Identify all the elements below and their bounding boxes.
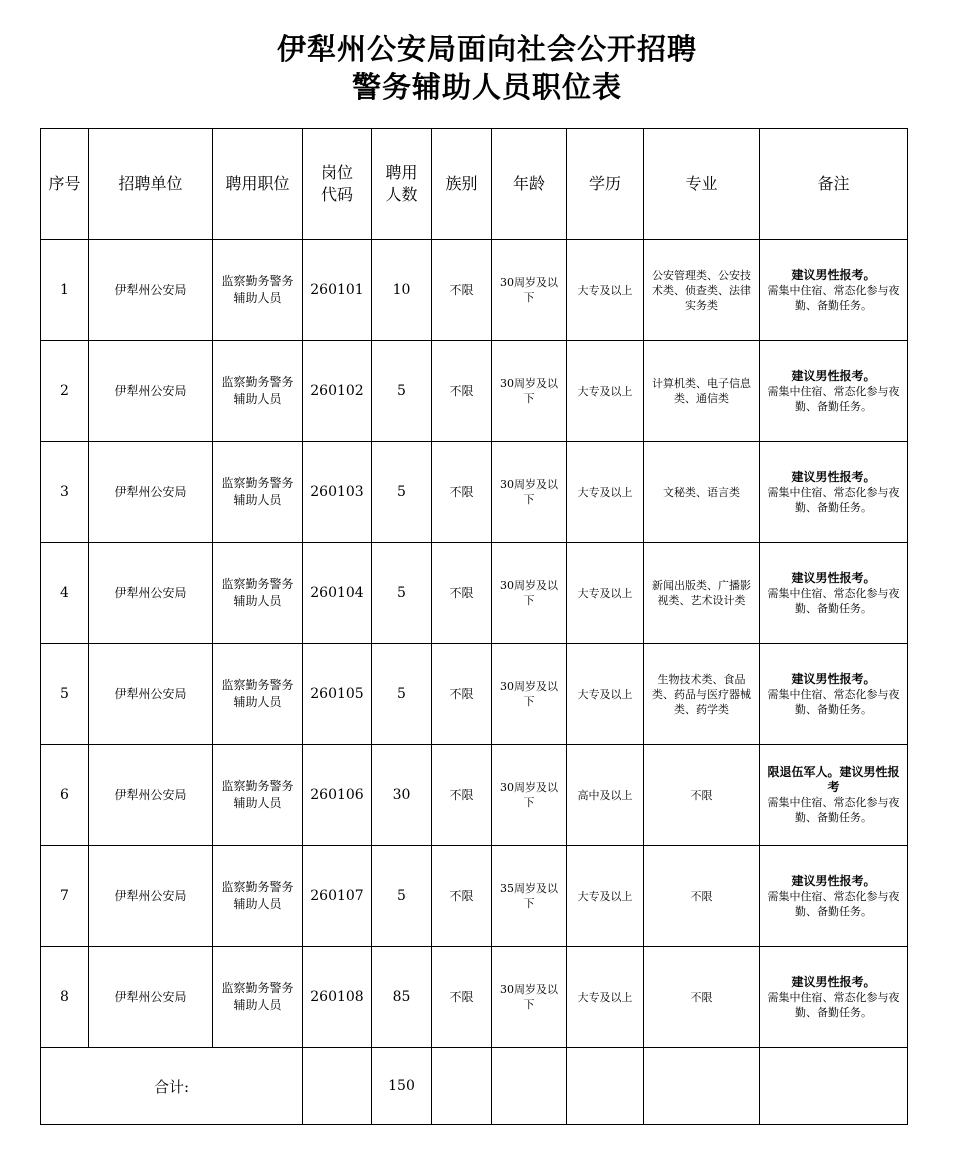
document-title [0,30,974,106]
header-education: 学历 [567,129,644,240]
cell-unit: 伊犁州公安局 [89,846,213,947]
cell-major: 不限 [644,947,760,1048]
cell-age: 30周岁及以下 [492,947,567,1048]
cell-major: 生物技术类、食品类、药品与医疗器械类、药学类 [644,644,760,745]
table-row [41,644,908,745]
cell-ethnicity: 不限 [432,745,492,846]
table-row [41,240,908,341]
cell-age: 30周岁及以下 [492,341,567,442]
cell-age: 30周岁及以下 [492,644,567,745]
cell-count: 10 [372,240,432,341]
cell-code: 260107 [303,846,372,947]
cell-notes [760,240,908,341]
cell-count: 30 [372,745,432,846]
header-seq: 序号 [41,129,89,240]
cell-unit: 伊犁州公安局 [89,543,213,644]
cell-unit: 伊犁州公安局 [89,240,213,341]
notes-emphasis: 建议男性报考。 [791,671,876,686]
cell-education: 大专及以上 [567,240,644,341]
header-count [372,129,432,240]
cell-seq: 4 [41,543,89,644]
table-row [41,341,908,442]
cell-unit: 伊犁州公安局 [89,341,213,442]
title-line-2: 警务辅助人员职位表 [351,70,622,104]
total-empty-age [492,1048,567,1125]
notes-detail: 需集中住宿、常态化参与夜勤、备勤任务。 [767,796,900,824]
cell-age: 35周岁及以下 [492,846,567,947]
cell-ethnicity: 不限 [432,240,492,341]
header-age: 年龄 [492,129,567,240]
notes-detail: 需集中住宿、常态化参与夜勤、备勤任务。 [767,990,900,1019]
header-notes: 备注 [760,129,908,240]
cell-count: 5 [372,543,432,644]
cell-education: 大专及以上 [567,947,644,1048]
cell-ethnicity: 不限 [432,543,492,644]
total-empty-notes [760,1048,908,1125]
total-empty-education [567,1048,644,1125]
notes-emphasis: 建议男性报考。 [791,267,876,282]
cell-count: 5 [372,341,432,442]
cell-notes [760,947,908,1048]
cell-education: 大专及以上 [567,442,644,543]
cell-code: 260108 [303,947,372,1048]
cell-ethnicity: 不限 [432,947,492,1048]
cell-code: 260106 [303,745,372,846]
header-major: 专业 [644,129,760,240]
cell-unit: 伊犁州公安局 [89,947,213,1048]
cell-seq: 7 [41,846,89,947]
cell-unit: 伊犁州公安局 [89,442,213,543]
cell-code: 260102 [303,341,372,442]
cell-notes [760,341,908,442]
header-unit: 招聘单位 [89,129,213,240]
cell-seq: 2 [41,341,89,442]
table-body [41,240,908,1048]
cell-major: 计算机类、电子信息类、通信类 [644,341,760,442]
notes-emphasis: 建议男性报考。 [791,368,876,383]
cell-unit: 伊犁州公安局 [89,644,213,745]
notes-emphasis: 建议男性报考。 [791,469,876,484]
header-count-line2: 人数 [385,185,418,204]
cell-notes [760,644,908,745]
cell-age: 30周岁及以下 [492,240,567,341]
notes-emphasis: 建议男性报考。 [791,570,876,585]
header-code [303,129,372,240]
cell-position: 监察勤务警务辅助人员 [213,341,303,442]
cell-major: 文秘类、语言类 [644,442,760,543]
cell-major: 不限 [644,846,760,947]
cell-seq: 6 [41,745,89,846]
cell-seq: 1 [41,240,89,341]
cell-education: 高中及以上 [567,745,644,846]
cell-seq: 8 [41,947,89,1048]
cell-count: 5 [372,644,432,745]
total-empty-code [303,1048,372,1125]
cell-seq: 3 [41,442,89,543]
header-count-line1: 聘用 [385,163,418,182]
cell-education: 大专及以上 [567,341,644,442]
cell-count: 85 [372,947,432,1048]
notes-detail: 需集中住宿、常态化参与夜勤、备勤任务。 [767,485,900,514]
cell-unit: 伊犁州公安局 [89,745,213,846]
cell-major: 公安管理类、公安技术类、侦查类、法律实务类 [644,240,760,341]
notes-emphasis: 建议男性报考。 [791,873,876,888]
cell-age: 30周岁及以下 [492,745,567,846]
cell-code: 260101 [303,240,372,341]
header-code-line1: 岗位 [320,163,353,182]
cell-code: 260105 [303,644,372,745]
table-row [41,846,908,947]
cell-notes [760,543,908,644]
cell-code: 260103 [303,442,372,543]
cell-education: 大专及以上 [567,644,644,745]
cell-age: 30周岁及以下 [492,442,567,543]
cell-position: 监察勤务警务辅助人员 [213,644,303,745]
cell-ethnicity: 不限 [432,846,492,947]
total-count: 150 [372,1048,432,1125]
total-row [41,1048,908,1125]
notes-emphasis: 建议男性报考。 [791,974,876,989]
cell-position: 监察勤务警务辅助人员 [213,240,303,341]
cell-position: 监察勤务警务辅助人员 [213,442,303,543]
cell-notes [760,442,908,543]
header-row [41,129,908,240]
cell-ethnicity: 不限 [432,442,492,543]
table-row [41,745,908,846]
cell-position: 监察勤务警务辅助人员 [213,543,303,644]
cell-position: 监察勤务警务辅助人员 [213,947,303,1048]
table-row [41,442,908,543]
cell-notes [760,846,908,947]
header-code-line2: 代码 [320,185,353,204]
positions-table [40,128,908,1125]
cell-education: 大专及以上 [567,846,644,947]
cell-major: 不限 [644,745,760,846]
cell-count: 5 [372,442,432,543]
notes-detail: 需集中住宿、常态化参与夜勤、备勤任务。 [767,687,900,716]
cell-seq: 5 [41,644,89,745]
title-line-1: 伊犁州公安局面向社会公开招聘 [276,32,697,66]
notes-detail: 需集中住宿、常态化参与夜勤、备勤任务。 [767,889,900,918]
total-empty-major [644,1048,760,1125]
cell-ethnicity: 不限 [432,644,492,745]
cell-position: 监察勤务警务辅助人员 [213,846,303,947]
cell-code: 260104 [303,543,372,644]
cell-count: 5 [372,846,432,947]
cell-notes [760,745,908,846]
header-position: 聘用职位 [213,129,303,240]
table-row [41,947,908,1048]
total-empty-ethnicity [432,1048,492,1125]
cell-major: 新闻出版类、广播影视类、艺术设计类 [644,543,760,644]
cell-age: 30周岁及以下 [492,543,567,644]
notes-detail: 需集中住宿、常态化参与夜勤、备勤任务。 [767,283,900,312]
table-row [41,543,908,644]
cell-ethnicity: 不限 [432,341,492,442]
notes-detail: 需集中住宿、常态化参与夜勤、备勤任务。 [767,384,900,413]
header-ethnicity: 族别 [432,129,492,240]
total-label: 合计: [41,1048,303,1125]
cell-position: 监察勤务警务辅助人员 [213,745,303,846]
notes-detail: 需集中住宿、常态化参与夜勤、备勤任务。 [767,586,900,615]
notes-emphasis: 限退伍军人。建议男性报考 [767,765,900,794]
cell-education: 大专及以上 [567,543,644,644]
